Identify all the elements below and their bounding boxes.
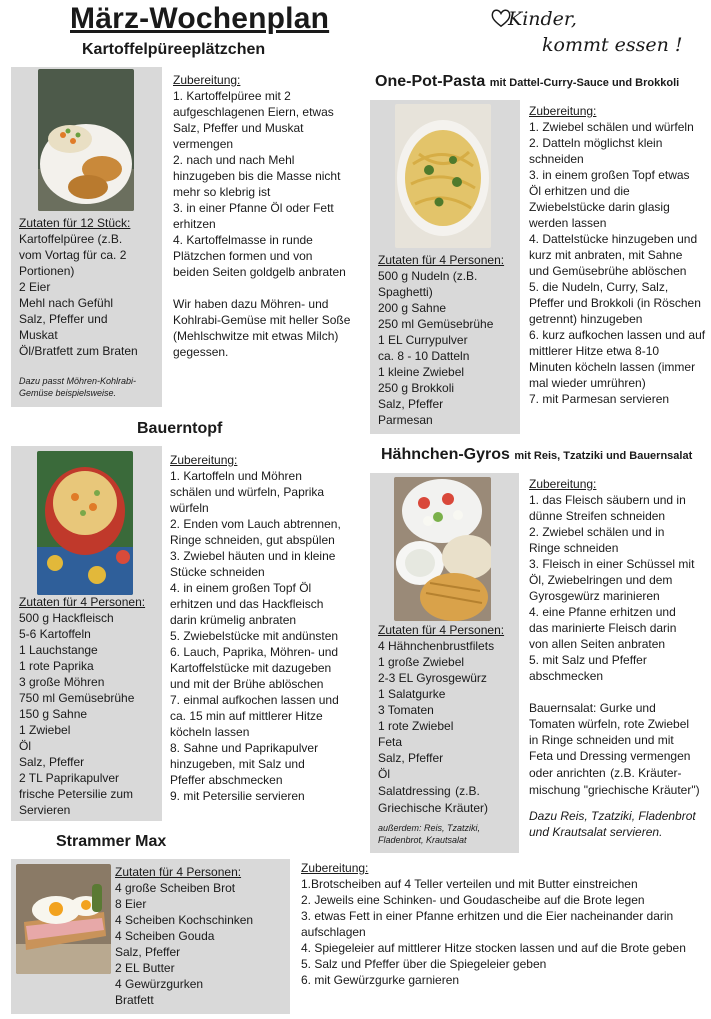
- ingredient-item: 250 g Brokkoli: [378, 381, 455, 395]
- ingredient-item: 2-3 EL Gyrosgewürz: [378, 671, 487, 685]
- prep-step: mehr so klebrig ist: [173, 185, 271, 199]
- ingredient-item: vom Vortag für ca. 2: [19, 248, 127, 262]
- prep-title: Zubereitung:: [170, 453, 238, 467]
- recipe-subtitle: mit Dattel-Curry-Sauce und Brokkoli: [489, 77, 680, 89]
- ingredient-item: 1 Zwiebel: [19, 723, 71, 737]
- prep-step: 5. die Nudeln, Curry, Salz,: [529, 280, 669, 294]
- recipe-photo: [16, 864, 111, 974]
- prep-step: hinzugeben, mit Salz und: [170, 757, 305, 771]
- prep-step: 4. Kartoffelmasse in runde: [173, 233, 313, 247]
- prep-title: Zubereitung:: [529, 104, 597, 118]
- ingredient-item: 1 rote Paprika: [19, 659, 94, 673]
- prep-step: 6. kurz aufkochen lassen und auf: [529, 328, 706, 342]
- ingredient-item: Salz, Pfeffer: [378, 751, 444, 765]
- recipe-photo: [37, 451, 133, 595]
- prep-step: erhitzen und das Hackfleisch: [170, 597, 324, 611]
- salad-hint: mischung "griechische Kräuter"): [529, 783, 700, 797]
- prep-step: 2. Zwiebel schälen und in: [529, 525, 665, 539]
- ingredient-item: 2 EL Butter: [115, 961, 175, 975]
- prep-step: dünne Streifen schneiden: [529, 509, 666, 523]
- recipe-note: Gemüse beispielsweise.: [19, 388, 117, 398]
- recipe-name: Hähnchen-Gyros: [381, 446, 510, 463]
- logo-line-1: Kinder,: [508, 8, 577, 30]
- prep-step: 1. Kartoffeln und Möhren: [170, 469, 302, 483]
- prep-step: 6. Lauch, Paprika, Möhren- und: [170, 645, 339, 659]
- prep-step: kurz mit anbraten, mit Sahne: [529, 248, 683, 262]
- prep-step: abschmecken: [529, 669, 604, 683]
- ingredient-item: 4 Scheiben Kochschinken: [115, 913, 254, 927]
- prep-step: ca. 15 min auf mittlerer Hitze: [170, 709, 323, 723]
- ingredient-item: 200 g Sahne: [378, 301, 447, 315]
- prep-step: 5. Zwiebelstücke mit andünsten: [170, 629, 339, 643]
- ingredient-item: 8 Eier: [115, 897, 147, 911]
- prep-extra: Wir haben dazu Möhren- und: [173, 297, 329, 311]
- prep-step: 2. Enden vom Lauch abtrennen,: [170, 517, 341, 531]
- ingredient-item: 250 ml Gemüsebrühe: [378, 317, 494, 331]
- prep-step: Zwiebelstücke darin glasig: [529, 200, 670, 214]
- prep-step: 3. Fleisch in einer Schüssel mit: [529, 557, 695, 571]
- recipe-photo: [395, 104, 491, 248]
- ingredient-hint: Griechische Kräuter): [378, 801, 489, 815]
- ingredient-item: 4 große Scheiben Brot: [115, 881, 236, 895]
- ingredient-item: Salz, Pfeffer: [19, 755, 85, 769]
- prep-step: köcheln lassen: [170, 725, 250, 739]
- prep-step: von allen Seiten anbraten: [529, 637, 666, 651]
- salad-text: oder anrichten: [529, 766, 606, 780]
- ingredient-item: frische Petersilie zum: [19, 787, 134, 801]
- prep-step: schälen und würfeln, Paprika: [170, 485, 325, 499]
- ingredient-item: ca. 8 - 10 Datteln: [378, 349, 470, 363]
- page-title: März-Wochenplan: [70, 2, 330, 35]
- ingredient-item: Bratfett: [115, 993, 154, 1007]
- prep-step: Kartoffelstücke mit dazugeben: [170, 661, 332, 675]
- ingredients-title: Zutaten für 4 Personen:: [378, 623, 505, 637]
- prep-step: schneiden: [529, 152, 584, 166]
- prep-step: 7. einmal aufkochen lassen und: [170, 693, 339, 707]
- prep-step: 4. in einem großen Topf Öl: [170, 581, 312, 595]
- prep-step: Ringe schneiden: [529, 541, 619, 555]
- ingredient-item: 150 g Sahne: [19, 707, 88, 721]
- prep-step: 3. in einem großen Topf etwas: [529, 168, 690, 182]
- prep-step: 2. nach und nach Mehl: [173, 153, 295, 167]
- recipe-note: Fladenbrot, Krautsalat: [378, 835, 467, 845]
- prep-step: 3. Zwiebel häuten und in kleine: [170, 549, 336, 563]
- prep-step: aufgeschlagenen Eiern, etwas: [173, 105, 334, 119]
- ingredient-item: Öl: [19, 739, 31, 753]
- prep-step: 1.Brotscheiben auf 4 Teller verteilen und mit Butter einstreichen: [301, 877, 638, 891]
- prep-step: und Gemüsebrühe ablöschen: [529, 264, 687, 278]
- prep-step: 1. Zwiebel schälen und würfeln: [529, 120, 694, 134]
- ingredient-hint: (z.B.: [455, 784, 480, 798]
- recipe-photo: [394, 477, 491, 621]
- prep-step: Pfeffer abschmecken: [170, 773, 283, 787]
- prep-step: vermengen: [173, 137, 234, 151]
- ingredient-item: Parmesan: [378, 413, 433, 427]
- prep-step: 4. Spiegeleier auf mittlerer Hitze stocken lassen und auf die Brote geben: [301, 941, 686, 955]
- ingredient-item: 1 kleine Zwiebel: [378, 365, 465, 379]
- ingredient-item: Salatdressing: [378, 784, 451, 798]
- prep-extra: (Mehlschwitze mit etwas Milch): [173, 329, 339, 343]
- recipe-title: Strammer Max: [56, 833, 167, 850]
- ingredient-item: 5-6 Kartoffeln: [19, 627, 91, 641]
- ingredient-item: 4 Gewürzgurken: [115, 977, 204, 991]
- prep-step: 4. eine Pfanne erhitzen und: [529, 605, 676, 619]
- ingredient-item: Salz, Pfeffer und: [19, 312, 108, 326]
- ingredient-item: Feta: [378, 735, 403, 749]
- prep-step: 5. Salz und Pfeffer über die Spiegeleier geben: [301, 957, 547, 971]
- prep-step: erhitzen: [173, 217, 216, 231]
- ingredient-item: Muskat: [19, 328, 58, 342]
- ingredient-item: 1 Lauchstange: [19, 643, 98, 657]
- prep-step: 6. mit Gewürzgurke garnieren: [301, 973, 460, 987]
- salad-hint: (z.B. Kräuter-: [610, 766, 682, 780]
- prep-step: hinzugeben bis die Masse nicht: [173, 169, 341, 183]
- ingredient-item: 3 große Möhren: [19, 675, 105, 689]
- ingredient-item: Salz, Pfeffer: [115, 945, 181, 959]
- prep-step: würfeln: [170, 501, 209, 515]
- ingredient-item: 3 Tomaten: [378, 703, 434, 717]
- prep-step: 3. in einer Pfanne Öl oder Fett: [173, 201, 334, 215]
- ingredient-item: 2 TL Paprikapulver: [19, 771, 120, 785]
- prep-step: mal wieder umrühren): [529, 376, 646, 390]
- prep-step: 2. Datteln möglichst klein: [529, 136, 663, 150]
- ingredient-item: 4 Hähnchenbrustfilets: [378, 639, 495, 653]
- prep-step: 9. mit Petersilie servieren: [170, 789, 305, 803]
- ingredient-item: Salz, Pfeffer: [378, 397, 444, 411]
- prep-step: 7. mit Parmesan servieren: [529, 392, 670, 406]
- ingredient-item: Mehl nach Gefühl: [19, 296, 114, 310]
- prep-extra: gegessen.: [173, 345, 229, 359]
- ingredient-item: 1 große Zwiebel: [378, 655, 465, 669]
- recipe-note: Dazu passt Möhren-Kohlrabi-: [19, 376, 137, 386]
- recipe-title: [381, 446, 692, 464]
- prep-step: 5. mit Salz und Pfeffer: [529, 653, 647, 667]
- prep-title: Zubereitung:: [529, 477, 597, 491]
- prep-step: Minuten köcheln lassen (immer: [529, 360, 696, 374]
- prep-step: Salz, Pfeffer und Muskat: [173, 121, 304, 135]
- recipe-subtitle: mit Reis, Tzatziki und Bauernsalat: [514, 450, 693, 462]
- ingredient-item: 750 ml Gemüsebrühe: [19, 691, 135, 705]
- prep-step: getrennt) hinzugeben: [529, 312, 643, 326]
- salad-text: Bauernsalat: Gurke und: [529, 701, 656, 715]
- ingredient-item: Öl: [378, 767, 390, 781]
- salad-text: Tomaten würfeln, rote Zwiebel: [529, 717, 690, 731]
- logo: [490, 4, 705, 62]
- recipe-note: außerdem: Reis, Tzatziki,: [378, 823, 481, 833]
- ingredient-item: Portionen): [19, 264, 75, 278]
- ingredient-item: 4 Scheiben Gouda: [115, 929, 215, 943]
- prep-step: aufschlagen: [301, 925, 366, 939]
- prep-step: und mit der Brühe ablöschen: [170, 677, 324, 691]
- prep-step: Plätzchen formen und von: [173, 249, 313, 263]
- prep-step: 8. Sahne und Paprikapulver: [170, 741, 319, 755]
- prep-step: 4. Dattelstücke hinzugeben und: [529, 232, 698, 246]
- prep-step: werden lassen: [529, 216, 607, 230]
- prep-step: 1. das Fleisch säubern und in: [529, 493, 686, 507]
- recipe-photo: [38, 69, 134, 211]
- prep-step: darin krümelig anbraten: [170, 613, 297, 627]
- ingredient-item: 500 g Hackfleisch: [19, 611, 114, 625]
- recipe-name: One-Pot-Pasta: [375, 73, 486, 90]
- ingredient-item: 1 rote Zwiebel: [378, 719, 454, 733]
- ingredients-title: Zutaten für 4 Personen:: [19, 595, 146, 609]
- ingredient-item: 500 g Nudeln (z.B.: [378, 269, 478, 283]
- ingredient-item: 1 EL Currypulver: [378, 333, 468, 347]
- prep-step: 3. etwas Fett in einer Pfanne erhitzen und die Eier nacheinander darin: [301, 909, 674, 923]
- ingredients-title: Zutaten für 12 Stück:: [19, 216, 131, 230]
- ingredient-item: Öl/Bratfett zum Braten: [19, 344, 138, 358]
- ingredient-item: Servieren: [19, 803, 71, 817]
- prep-step: 2. Jeweils eine Schinken- und Goudascheibe auf die Brote legen: [301, 893, 645, 907]
- prep-step: 1. Kartoffelpüree mit 2: [173, 89, 291, 103]
- logo-line-2: kommt essen !: [542, 34, 683, 56]
- prep-title: Zubereitung:: [173, 73, 241, 87]
- prep-step: Pfeffer und Brokkoli (in Röschen: [529, 296, 701, 310]
- ingredient-item: Spaghetti): [378, 285, 433, 299]
- prep-extra: Kohlrabi-Gemüse mit heller Soße: [173, 313, 351, 327]
- prep-step: Gyrosgewürz marinieren: [529, 589, 660, 603]
- salad-text: Feta und Dressing vermengen: [529, 749, 691, 763]
- salad-text: in Ringe schneiden und mit: [529, 733, 674, 747]
- prep-step: Stücke schneiden: [170, 565, 265, 579]
- recipe-title: Bauerntopf: [137, 420, 223, 437]
- prep-step: Ringe schneiden, gut abspülen: [170, 533, 335, 547]
- prep-step: Öl, Zwiebelringen und dem: [529, 573, 673, 587]
- serve-text: Dazu Reis, Tzatziki, Fladenbrot: [529, 809, 696, 823]
- ingredient-item: 1 Salatgurke: [378, 687, 446, 701]
- recipe-title: Kartoffelpüreeplätzchen: [82, 41, 266, 58]
- ingredients-title: Zutaten für 4 Personen:: [115, 865, 242, 879]
- prep-step: das marinierte Fleisch darin: [529, 621, 677, 635]
- recipe-title: [375, 73, 679, 91]
- prep-title: Zubereitung:: [301, 861, 369, 875]
- prep-step: Öl erhitzen und die: [529, 184, 630, 198]
- ingredients-title: Zutaten für 4 Personen:: [378, 253, 505, 267]
- prep-step: mittlerer Hitze etwa 8-10: [529, 344, 660, 358]
- ingredient-item: 2 Eier: [19, 280, 51, 294]
- prep-step: beiden Seiten goldgelb anbraten: [173, 265, 346, 279]
- serve-text: und Krautsalat servieren.: [529, 825, 663, 839]
- ingredient-item: Kartoffelpüree (z.B.: [19, 232, 123, 246]
